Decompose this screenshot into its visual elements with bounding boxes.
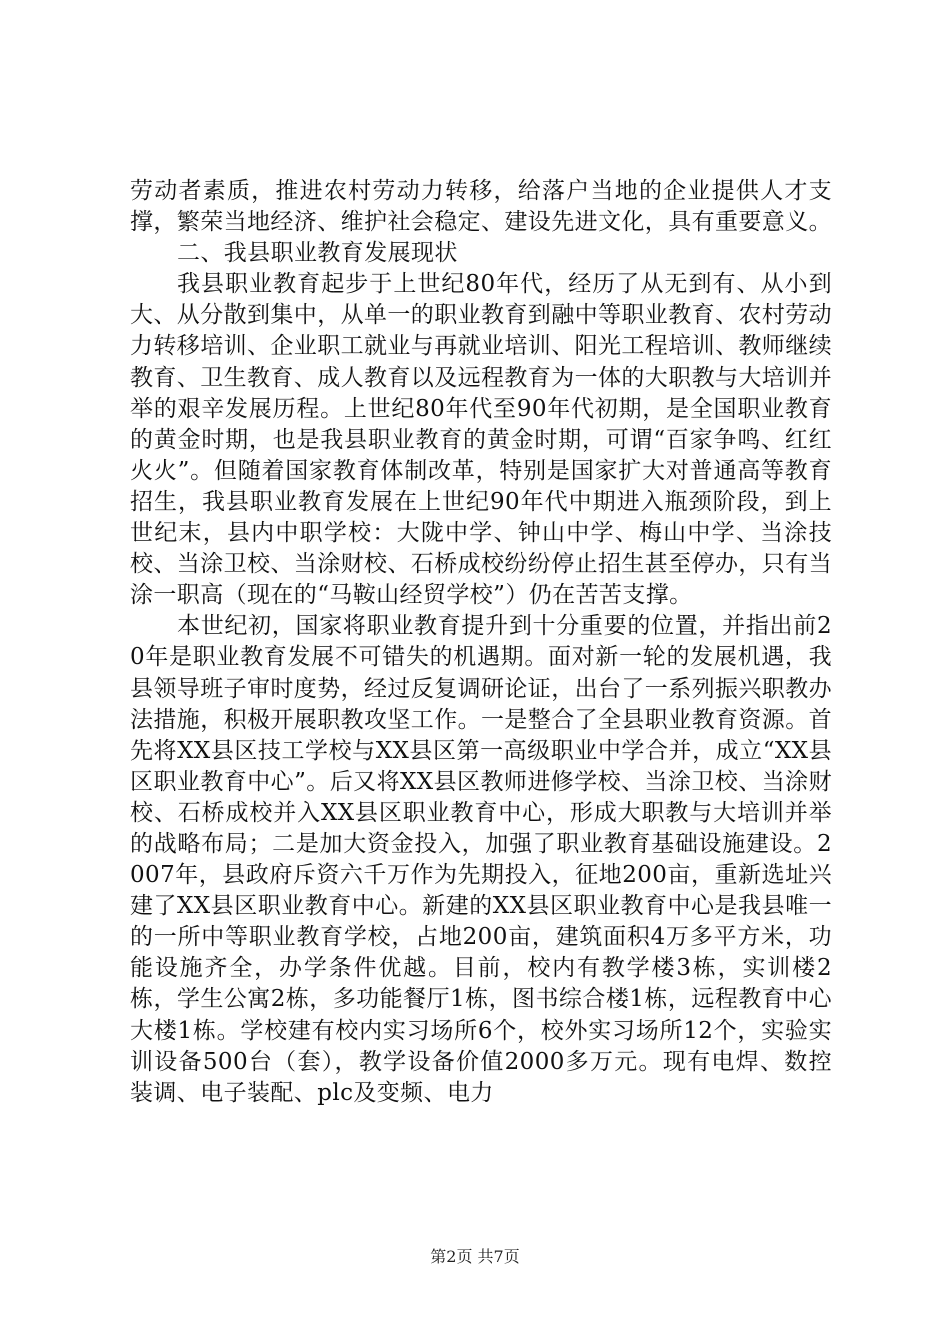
page-number-footer: 第2页 共7页: [430, 1247, 520, 1266]
section-heading: 二、我县职业教育发展现状: [177, 240, 458, 267]
document-body: [130, 176, 832, 1109]
paragraph-development-history: 我县职业教育起步于上世纪80年代，经历了从无到有、从小到大、从分散到集中，从单一的职业教育到融中等职业教育、农村劳动力转移培训、企业职工就业与再就业培训、阳光工程培训、教师继续教育、卫生教育、成人教育以及远程教育为一体的大职教与大培训并举的艰辛发展历程。上世纪80年代至90年代初期，是全国职业教育的黄金时期，也是我县职业教育的黄金时期，可谓“百家争鸣、红红火火”。但随着国家教育体制改革，特别是国家扩大对普通高等教育招生，我县职业教育发展在上世纪90年代中期进入瓶颈阶段，到上世纪末，县内中职学校：大陇中学、钟山中学、梅山中学、当涂技校、当涂卫校、当涂财校、石桥成校纷纷停止招生甚至停办，只有当涂一职高（现在的“马鞍山经贸学校”）仍在苦苦支撑。: [130, 271, 832, 609]
paragraph-new-century-measures: 本世纪初，国家将职业教育提升到十分重要的位置，并指出前20年是职业教育发展不可错失的机遇期。面对新一轮的发展机遇，我县领导班子审时度势，经过反复调研论证，出台了一系列振兴职教办法措施，积极开展职教攻坚工作。一是整合了全县职业教育资源。首先将XX县区技工学校与XX县区第一高级职业中学合并，成立“XX县区职业教育中心”。后又将XX县区教师进修学校、当涂卫校、当涂财校、石桥成校并入XX县区职业教育中心，形成大职教与大培训并举的战略布局；二是加大资金投入，加强了职业教育基础设施建设。2007年，县政府斥资六千万作为先期投入，征地200亩，重新选址兴建了XX县区职业教育中心。新建的XX县区职业教育中心是我县唯一的一所中等职业教育学校，占地200亩，建筑面积4万多平方米，功能设施齐全，办学条件优越。目前，校内有教学楼3栋，实训楼2栋，学生公寓2栋，多功能餐厅1栋，图书综合楼1栋，远程教育中心大楼1栋。学校建有校内实习场所6个，校外实习场所12个，实验实训设备500台（套），教学设备价值2000多万元。现有电焊、数控装调、电子装配、plc及变频、电力: [130, 613, 832, 1106]
paragraph-continuation: 劳动者素质，推进农村劳动力转移，给落户当地的企业提供人才支撑，繁荣当地经济、维护社会稳定、建设先进文化，具有重要意义。: [130, 178, 832, 236]
